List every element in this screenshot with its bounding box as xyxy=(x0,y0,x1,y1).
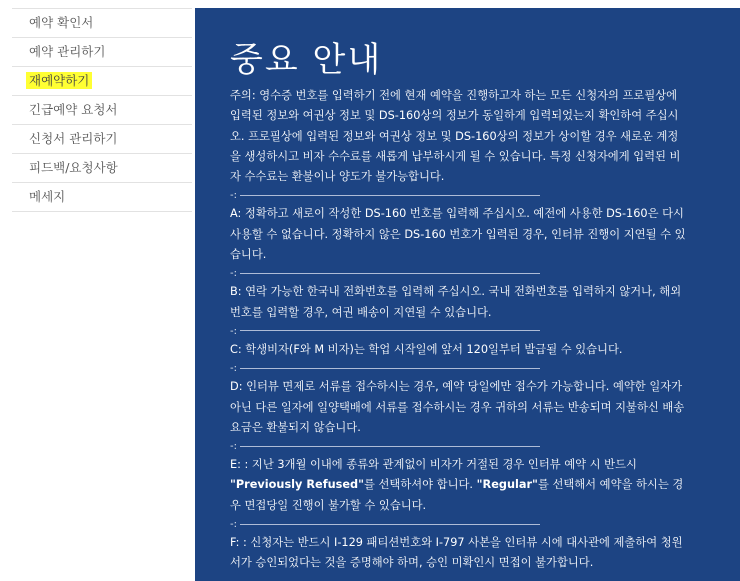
sidebar-item-label: 예약 관리하기 xyxy=(29,44,106,59)
notice-item-f: F: : 신청자는 반드시 I-129 패티션번호와 I-797 사본을 인터뷰 시에 대사관에 제출하여 청원서가 승인되었다는 것을 증명해야 하며, 승인 미확인시 면접이 불가합니다. xyxy=(230,536,683,570)
section-divider: -: xyxy=(230,360,688,377)
sidebar-item-label: 재예약하기 xyxy=(26,72,92,89)
sidebar-item-manage-appointment[interactable] xyxy=(12,38,192,67)
section-divider: -: xyxy=(230,265,688,282)
sidebar-item-reschedule[interactable] xyxy=(12,67,192,96)
sidebar-item-appointment-confirmation[interactable] xyxy=(12,9,192,38)
sidebar-item-label: 신청서 관리하기 xyxy=(29,131,118,146)
sidebar-item-label: 예약 확인서 xyxy=(29,15,94,30)
sidebar-item-manage-application[interactable] xyxy=(12,125,192,154)
sidebar-item-feedback[interactable] xyxy=(12,154,192,183)
notice-intro: 주의: 영수증 번호를 입력하기 전에 현재 예약을 진행하고자 하는 모든 신청자의 프로필상에 입력된 정보와 여권상 정보 및 DS-160상의 정보가 동일하게 입력되었는지 확인하여 주십시오. 프로필상에 입력된 정보와 여권상 정보 및 DS-160상의 정보가 상이할 경우 새로운 계정을 생성하시고 비자 수수료를 새롭게 납부하시게 될 수 있습니다. 특정 신청자에게 입력된 비자 수수료는 환불이나 양도가 불가능합니다. xyxy=(230,89,681,184)
notice-item-a: A: 정확하고 새로이 작성한 DS-160 번호를 입력해 주십시오. 예전에 사용한 DS-160은 다시 사용할 수 없습니다. 정확하지 않은 DS-160 번호가 입력된 경우, 인터뷰 진행이 지연될 수 있습니다. xyxy=(230,207,686,262)
sidebar-item-label: 긴급예약 요청서 xyxy=(29,102,118,117)
sidebar-item-label: 메세지 xyxy=(29,189,66,204)
notice-item-b: B: 연락 가능한 한국내 전화번호를 입력해 주십시오. 국내 전화번호를 입력하지 않거나, 해외 번호를 입력할 경우, 여권 배송이 지연될 수 있습니다. xyxy=(230,285,682,319)
sidebar-item-emergency-request[interactable] xyxy=(12,96,192,125)
section-divider: -: xyxy=(230,438,688,455)
notice-item-c: C: 학생비자(F와 M 비자)는 학업 시작일에 앞서 120일부터 발급될 수 있습니다. xyxy=(230,342,623,356)
section-divider: -: xyxy=(230,187,688,204)
sidebar-nav xyxy=(12,8,192,212)
sidebar-item-messages[interactable] xyxy=(12,183,192,212)
section-divider: -: xyxy=(230,323,688,340)
notice-item-d: D: 인터뷰 면제로 서류를 접수하시는 경우, 예약 당일에만 접수가 가능합니다. 예약한 일자가 아닌 다른 일자에 일양택배에 서류를 접수하시는 경우 귀하의 서류는 반송되며 지불하신 배송요금은 환불되지 않습니다. xyxy=(230,380,685,434)
important-notice-panel xyxy=(195,8,740,581)
sidebar-item-label: 피드백/요청사항 xyxy=(29,160,118,175)
notice-item-e: E: : 지난 3개월 이내에 종류와 관계없이 비자가 거절된 경우 인터뷰 예약 시 반드시 "Previously Refused"를 선택하셔야 합니다. "Regular"를 선택해서 예약을 하시는 경우 면접당일 진행이 불가할 수 있습니다. xyxy=(230,458,684,512)
notice-title: 중요 안내 xyxy=(230,40,383,80)
section-divider: -: xyxy=(230,516,688,533)
